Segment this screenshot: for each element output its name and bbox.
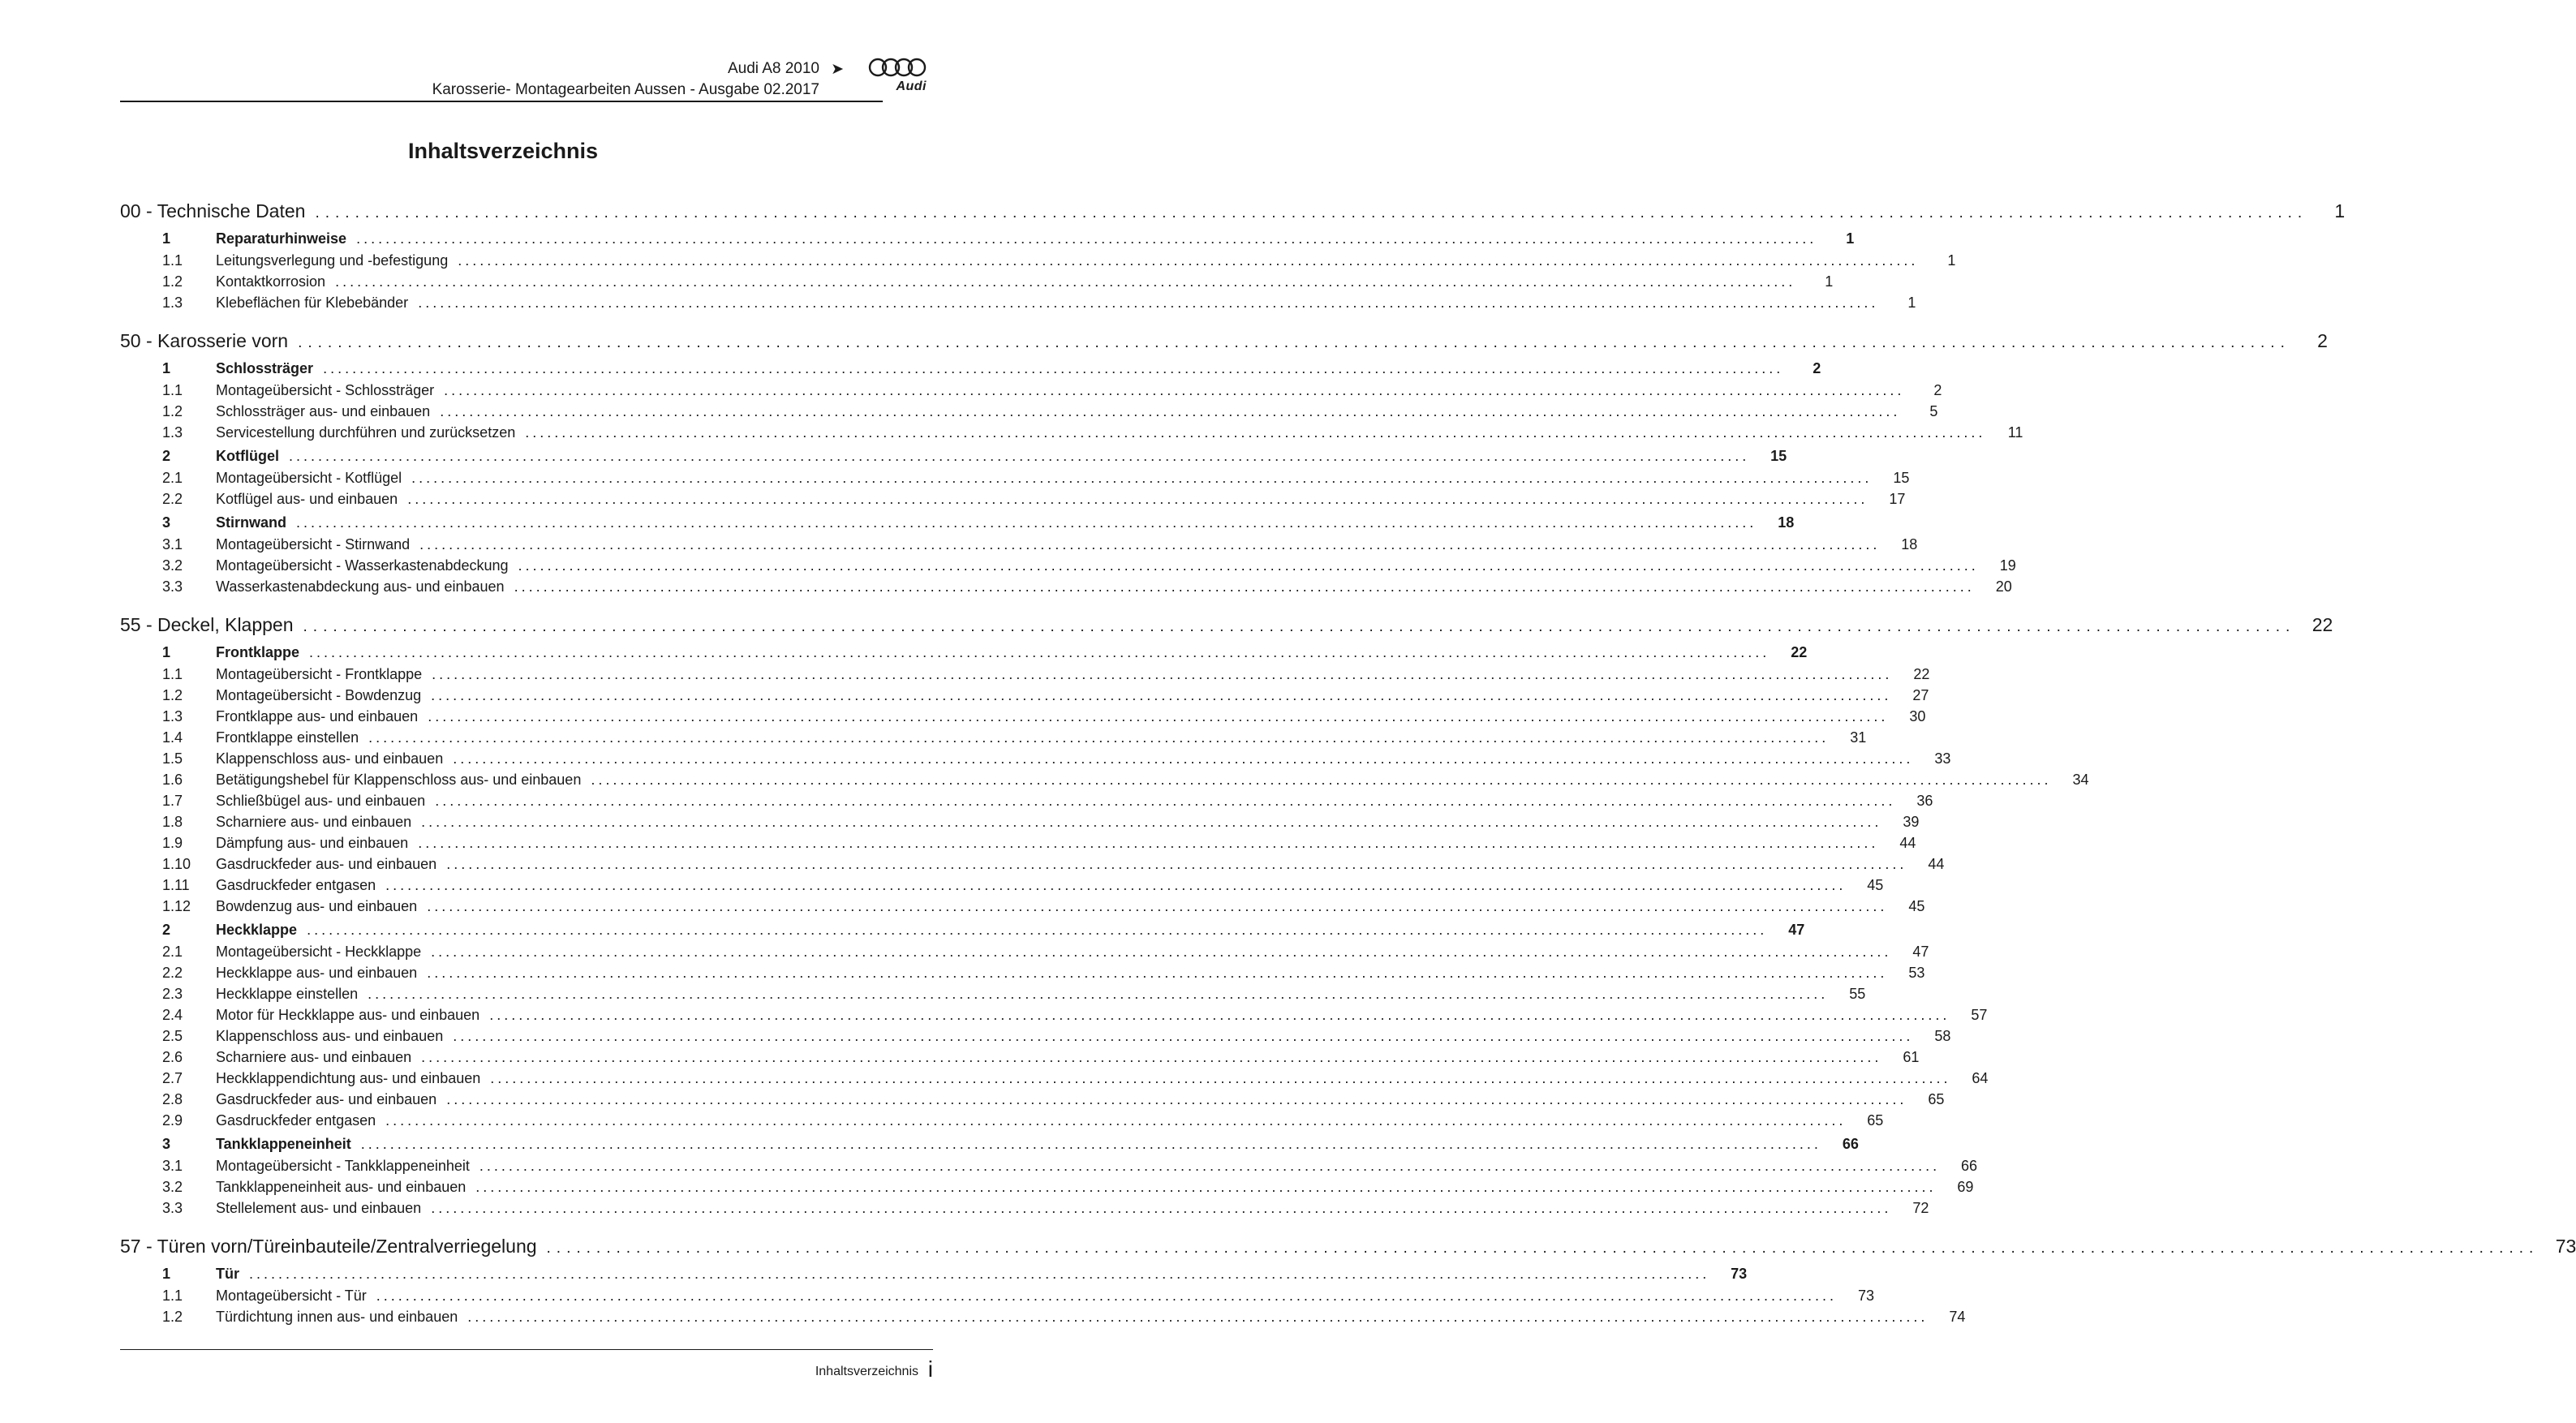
dot-leader: ........................................................................................................................................................................................................ [418,835,1879,851]
table-of-contents [120,196,2576,1327]
toc-entry-page: 69 [1957,1179,1974,1195]
toc-entry-page: 18 [1901,536,1918,552]
toc-entry-label: Betätigungshebel für Klappenschloss aus- und einbauen [216,772,582,788]
toc-entry-section[interactable] [120,1133,1859,1155]
manual-subtitle: Karosserie- Montagearbeiten Aussen - Ausgabe 02.2017 [432,81,819,98]
toc-entry-sub[interactable] [120,380,1942,401]
toc-entry-number: 1.1 [162,252,183,269]
dot-leader: ........................................................................................................................................................................................................ [490,1070,1951,1086]
toc-entry-number: 2.9 [162,1112,183,1129]
toc-entry-number: 2 [162,922,171,938]
toc-entry-section[interactable] [120,918,1805,941]
toc-entry-number: 1.1 [162,666,183,682]
toc-entry-number: 2.3 [162,986,183,1002]
toc-entry-page: 2 [1933,382,1942,398]
toc-entry-number: 2.8 [162,1091,183,1107]
toc-entry-number: 1 [162,360,171,376]
dot-leader: ........................................................................................................................................................................................................ [458,252,1919,269]
toc-entry-sub[interactable] [120,401,1938,422]
toc-entry-label: Motor für Heckklappe aus- und einbauen [216,1007,480,1023]
toc-entry-page: 36 [1916,793,1933,809]
toc-entry-sub[interactable] [120,853,1945,875]
toc-entry-chapter[interactable] [120,1232,2576,1261]
toc-entry-page: 2 [2317,330,2328,351]
toc-entry-section[interactable] [120,227,1855,250]
dot-leader: ........................................................................................................................................................................................................ [453,750,1914,767]
dot-leader: ........................................................................................................................................................................................................ [376,1288,1837,1304]
dot-leader: ........................................................................................................................................................................................................ [444,382,1905,398]
toc-entry-sub[interactable] [120,983,1866,1004]
toc-entry-page: 1 [2334,200,2346,221]
dot-leader: ........................................................................................................................................................................................................ [431,687,1892,703]
toc-entry-sub[interactable] [120,962,1925,983]
toc-entry-label: Montageübersicht - Schlossträger [216,382,435,398]
toc-entry-sub[interactable] [120,488,1906,509]
next-arrow-icon: ➤ [831,61,844,78]
toc-entry-sub[interactable] [120,1155,1978,1176]
toc-entry-page: 2 [1813,360,1821,376]
dot-leader: ........................................................................................................................................................................................................ [467,1309,1929,1325]
toc-entry-page: 44 [1928,856,1945,872]
toc-entry-label: Frontklappe einstellen [216,729,359,746]
toc-entry-page: 5 [1929,403,1938,419]
dot-leader: ........................................................................................................................................................................................................ [432,666,1893,682]
toc-entry-number: 1.2 [162,1309,183,1325]
toc-entry-number: 1.12 [162,898,191,914]
toc-entry-number: 1 [162,644,171,660]
toc-entry-section[interactable] [120,357,1821,380]
toc-entry-sub[interactable] [120,1047,1920,1068]
dot-leader: ........................................................................................................................................................................................................ [368,729,1830,746]
dot-leader: ........................................................................................................................................................................................................ [335,273,1796,290]
toc-entry-label: Gasdruckfeder aus- und einbauen [216,1091,437,1107]
dot-leader: ........................................................................................................................................................................................................ [475,1179,1937,1195]
dot-leader: ........................................................................................................................................................................................................ [296,514,1757,531]
toc-entry-sub[interactable] [120,1110,1884,1131]
toc-entry-sub[interactable] [120,1197,1929,1219]
page-title: Inhaltsverzeichnis [407,139,599,163]
toc-entry-number: 1.10 [162,856,191,872]
dot-leader: ........................................................................................................................................................................................................ [446,1091,1907,1107]
toc-entry-sub[interactable] [120,1176,1974,1197]
toc-entry-label: 57 - Türen vorn/Türeinbauteile/Zentralverriegelung [120,1236,537,1257]
footer-page-number: i [927,1356,933,1382]
toc-entry-sub[interactable] [120,727,1867,748]
dot-leader: ........................................................................................................................................................................................................ [307,922,1768,938]
toc-entry-page: 17 [1889,491,1906,507]
toc-entry-page: 57 [1971,1007,1988,1023]
dot-leader: ........................................................................................................................................................................................................ [431,944,1892,960]
toc-entry-sub[interactable] [120,811,1920,832]
toc-entry-chapter[interactable] [120,610,2333,639]
toc-entry-page: 73 [2555,1236,2576,1257]
toc-entry-page: 39 [1903,814,1920,830]
dot-leader: ........................................................................................................................................................................................................ [453,1028,1914,1044]
toc-entry-label: Frontklappe aus- und einbauen [216,708,419,724]
dot-leader: ........................................................................................................................................................................................................ [289,448,1750,464]
toc-entry-label: Gasdruckfeder aus- und einbauen [216,856,437,872]
dot-leader: ........................................................................................................................................................................................................ [368,986,1829,1002]
toc-entry-label: Kotflügel aus- und einbauen [216,491,398,507]
toc-entry-page: 72 [1912,1200,1929,1216]
toc-entry-section[interactable] [120,511,1795,534]
toc-entry-sub[interactable] [120,832,1916,853]
toc-entry-sub[interactable] [120,534,1918,555]
toc-entry-number: 1.2 [162,273,183,290]
toc-entry-page: 22 [1791,644,1808,660]
toc-entry-label: Klappenschloss aus- und einbauen [216,750,444,767]
toc-entry-number: 1.3 [162,294,183,311]
toc-entry-page: 33 [1934,750,1951,767]
toc-entry-label: Montageübersicht - Tankklappeneinheit [216,1158,470,1174]
toc-entry-sub[interactable] [120,896,1925,917]
toc-entry-label: Montageübersicht - Tür [216,1288,367,1304]
toc-entry-page: 74 [1949,1309,1966,1325]
toc-entry-page: 27 [1912,687,1929,703]
toc-entry-page: 18 [1778,514,1795,531]
toc-entry-section[interactable] [120,641,1808,664]
toc-entry-page: 73 [1857,1288,1874,1304]
toc-entry-page: 55 [1849,986,1866,1002]
toc-entry-number: 1.11 [162,877,190,893]
toc-entry-label: Stellelement aus- und einbauen [216,1200,422,1216]
dot-leader: ........................................................................................................................................................................................................ [514,578,1975,595]
toc-entry-number: 3.3 [162,578,183,595]
toc-entry-page: 20 [1995,578,2012,595]
toc-entry-label: Dämpfung aus- und einbauen [216,835,409,851]
toc-entry-sub[interactable] [120,748,1951,769]
toc-entry-page: 31 [1850,729,1867,746]
toc-entry-label: Montageübersicht - Heckklappe [216,944,422,960]
toc-entry-page: 1 [1947,252,1956,269]
toc-entry-label: Klappenschloss aus- und einbauen [216,1028,444,1044]
toc-entry-label: 55 - Deckel, Klappen [120,614,294,635]
toc-entry-number: 2.2 [162,491,183,507]
toc-entry-label: Gasdruckfeder entgasen [216,1112,376,1129]
dot-leader: ........................................................................................................................................................................................................ [411,470,1873,486]
dot-leader: ........................................................................................................................................................................................................ [525,424,1986,441]
toc-entry-sub[interactable] [120,1285,1874,1306]
dot-leader: ........................................................................................................................................................................................................ [421,1049,1882,1065]
toc-entry-label: Heckklappendichtung aus- und einbauen [216,1070,481,1086]
toc-entry-number: 1.2 [162,687,183,703]
toc-entry-label: Scharniere aus- und einbauen [216,1049,412,1065]
toc-entry-sub[interactable] [120,769,2089,790]
toc-entry-page: 11 [2007,424,2023,441]
toc-entry-section[interactable] [120,445,1787,467]
toc-entry-page: 47 [1912,944,1929,960]
dot-leader: ........................................................................................................................................................................................................ [591,772,2052,788]
footer-rule [120,1349,933,1350]
toc-entry-sub[interactable] [120,790,1933,811]
toc-entry-page: 45 [1908,898,1925,914]
dot-leader: ........................................................................................................................................................................................................ [315,204,2308,221]
toc-entry-number: 2.5 [162,1028,183,1044]
toc-entry-label: Montageübersicht - Kotflügel [216,470,402,486]
toc-entry-label: Scharniere aus- und einbauen [216,814,412,830]
vehicle-model: Audi A8 2010 [727,60,819,77]
dot-leader: ........................................................................................................................................................................................................ [419,536,1881,552]
toc-entry-number: 1.4 [162,729,183,746]
toc-entry-label: 50 - Karosserie vorn [120,330,289,351]
dot-leader: ........................................................................................................................................................................................................ [407,491,1869,507]
dot-leader: ........................................................................................................................................................................................................ [428,708,1889,724]
toc-entry-sub[interactable] [120,1306,1966,1327]
toc-entry-page: 34 [2072,772,2089,788]
dot-leader: ........................................................................................................................................................................................................ [431,1200,1892,1216]
dot-leader: ........................................................................................................................................................................................................ [298,334,2290,351]
toc-entry-label: Türdichtung innen aus- und einbauen [216,1309,458,1325]
toc-entry-page: 45 [1867,877,1884,893]
toc-entry-sub[interactable] [120,555,2016,576]
toc-entry-label: Tankklappeneinheit aus- und einbauen [216,1179,467,1195]
dot-leader: ........................................................................................................................................................................................................ [356,230,1817,247]
toc-entry-number: 1.1 [162,382,183,398]
toc-entry-label: Schlossträger [216,360,314,376]
toc-entry-sub[interactable] [120,1025,1951,1047]
toc-entry-label: Stirnwand [216,514,287,531]
toc-entry-number: 2 [162,448,171,464]
toc-entry-sub[interactable] [120,422,2023,443]
toc-entry-number: 2.2 [162,965,183,981]
toc-entry-sub[interactable] [120,664,1930,685]
toc-entry-sub[interactable] [120,1004,1988,1025]
toc-entry-label: Montageübersicht - Frontklappe [216,666,423,682]
toc-entry-label: Heckklappe einstellen [216,986,359,1002]
dot-leader: ........................................................................................................................................................................................................ [427,965,1888,981]
toc-entry-number: 3.2 [162,557,183,574]
footer-label: Inhaltsverzeichnis [815,1365,918,1378]
toc-entry-page: 47 [1788,922,1805,938]
toc-entry-page: 73 [1731,1266,1748,1282]
toc-entry-page: 61 [1903,1049,1920,1065]
toc-entry-page: 65 [1867,1112,1884,1129]
toc-entry-number: 1.3 [162,424,183,441]
toc-entry-label: Gasdruckfeder entgasen [216,877,376,893]
toc-entry-number: 3 [162,1136,171,1152]
toc-entry-label: Schlossträger aus- und einbauen [216,403,431,419]
toc-entry-sub[interactable] [120,250,1956,271]
toc-entry-number: 3.2 [162,1179,183,1195]
page-header [120,57,933,101]
toc-entry-sub[interactable] [120,875,1884,896]
toc-entry-label: Tür [216,1266,239,1282]
dot-leader: ........................................................................................................................................................................................................ [303,618,2296,635]
toc-entry-label: Montageübersicht - Stirnwand [216,536,411,552]
toc-entry-number: 3.3 [162,1200,183,1216]
toc-entry-label: Reparaturhinweise [216,230,347,247]
dot-leader: ........................................................................................................................................................................................................ [435,793,1896,809]
toc-entry-number: 1 [162,1266,171,1282]
toc-entry-number: 1.2 [162,403,183,419]
toc-entry-page: 44 [1899,835,1916,851]
toc-entry-number: 1.1 [162,1288,183,1304]
dot-leader: ........................................................................................................................................................................................................ [546,1240,2539,1257]
toc-entry-page: 66 [1961,1158,1978,1174]
toc-entry-number: 1.9 [162,835,183,851]
toc-entry-number: 1 [162,230,171,247]
toc-entry-number: 1.5 [162,750,183,767]
toc-entry-label: Schließbügel aus- und einbauen [216,793,426,809]
toc-entry-label: Kontaktkorrosion [216,273,326,290]
toc-entry-label: Montageübersicht - Wasserkastenabdeckung [216,557,509,574]
audi-logo [865,57,933,101]
toc-entry-number: 1.7 [162,793,183,809]
toc-entry-number: 3 [162,514,171,531]
toc-entry-label: 00 - Technische Daten [120,200,306,221]
toc-entry-sub[interactable] [120,292,1916,313]
dot-leader: ........................................................................................................................................................................................................ [385,877,1847,893]
toc-entry-number: 3.1 [162,536,183,552]
dot-leader: ........................................................................................................................................................................................................ [385,1112,1847,1129]
toc-entry-chapter[interactable] [120,326,2328,355]
toc-entry-page: 19 [1999,557,2016,574]
dot-leader: ........................................................................................................................................................................................................ [360,1136,1821,1152]
dot-leader: ........................................................................................................................................................................................................ [309,644,1770,660]
toc-entry-number: 2.6 [162,1049,183,1065]
toc-entry-label: Servicestellung durchführen und zurücksetzen [216,424,516,441]
dot-leader: ........................................................................................................................................................................................................ [427,898,1888,914]
header-rule [120,101,883,102]
toc-entry-page: 65 [1928,1091,1945,1107]
toc-entry-page: 66 [1842,1136,1859,1152]
toc-entry-sub[interactable] [120,706,1926,727]
toc-entry-label: Tankklappeneinheit [216,1136,351,1152]
toc-entry-page: 58 [1934,1028,1951,1044]
audi-wordmark: Audi [896,80,927,93]
dot-leader: ........................................................................................................................................................................................................ [323,360,1784,376]
toc-entry-label: Wasserkastenabdeckung aus- und einbauen [216,578,505,595]
toc-entry-label: Bowdenzug aus- und einbauen [216,898,418,914]
toc-entry-sub[interactable] [120,576,2012,597]
toc-entry-number: 1.8 [162,814,183,830]
toc-entry-number: 1.3 [162,708,183,724]
dot-leader: ........................................................................................................................................................................................................ [249,1266,1710,1282]
toc-entry-label: Montageübersicht - Bowdenzug [216,687,422,703]
toc-entry-chapter[interactable] [120,196,2346,226]
toc-entry-label: Frontklappe [216,644,300,660]
dot-leader: ........................................................................................................................................................................................................ [440,403,1901,419]
toc-entry-number: 2.7 [162,1070,183,1086]
toc-entry-sub[interactable] [120,467,1910,488]
toc-entry-page: 30 [1909,708,1926,724]
toc-entry-label: Leitungsverlegung und -befestigung [216,252,449,269]
toc-entry-label: Heckklappe aus- und einbauen [216,965,418,981]
toc-entry-page: 1 [1846,230,1855,247]
toc-entry-number: 3.1 [162,1158,183,1174]
dot-leader: ........................................................................................................................................................................................................ [518,557,1979,574]
toc-entry-label: Kotflügel [216,448,279,464]
toc-entry-sub[interactable] [120,271,1834,292]
toc-entry-page: 53 [1908,965,1925,981]
audi-rings-icon [865,57,933,80]
toc-entry-sub[interactable] [120,1068,1989,1089]
toc-entry-page: 1 [1825,273,1834,290]
toc-entry-number: 2.4 [162,1007,183,1023]
dot-leader: ........................................................................................................................................................................................................ [418,294,1879,311]
toc-entry-page: 15 [1893,470,1910,486]
toc-entry-section[interactable] [120,1262,1748,1285]
toc-entry-sub[interactable] [120,941,1929,962]
toc-entry-page: 22 [2312,614,2333,635]
dot-leader: ........................................................................................................................................................................................................ [479,1158,1941,1174]
toc-entry-sub[interactable] [120,1089,1945,1110]
dot-leader: ........................................................................................................................................................................................................ [489,1007,1950,1023]
toc-entry-page: 1 [1907,294,1916,311]
toc-entry-label: Heckklappe [216,922,298,938]
toc-entry-number: 2.1 [162,470,183,486]
toc-entry-number: 2.1 [162,944,183,960]
dot-leader: ........................................................................................................................................................................................................ [446,856,1907,872]
toc-entry-page: 15 [1770,448,1787,464]
toc-entry-label: Klebeflächen für Klebebänder [216,294,409,311]
toc-entry-page: 64 [1972,1070,1989,1086]
toc-entry-number: 1.6 [162,772,183,788]
toc-entry-page: 22 [1913,666,1930,682]
toc-entry-sub[interactable] [120,685,1929,706]
dot-leader: ........................................................................................................................................................................................................ [421,814,1882,830]
